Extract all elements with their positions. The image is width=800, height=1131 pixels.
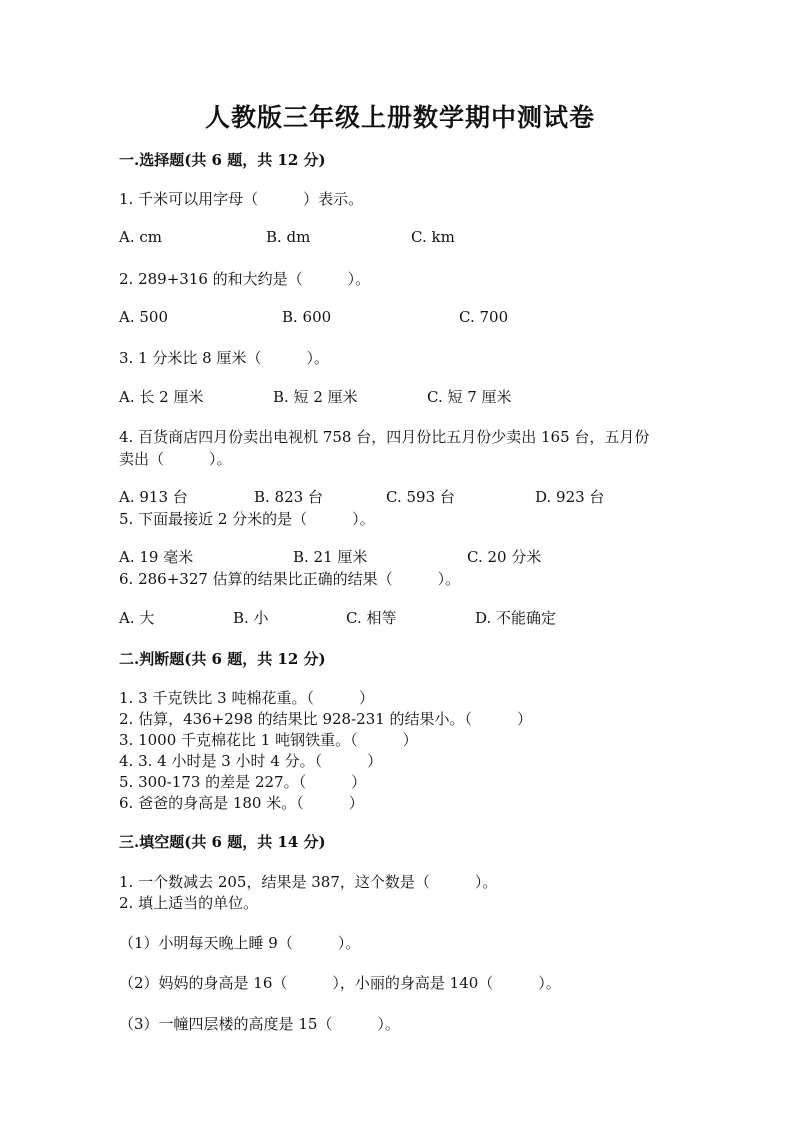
- section-heading-choice: 一.选择题(共 6 题，共 12 分): [119, 151, 326, 169]
- option-c: C. 相等: [346, 609, 397, 627]
- option-b: B. dm: [266, 228, 311, 246]
- option-a: A. cm: [119, 228, 162, 246]
- judge-item: 4. 3. 4 小时是 3 小时 4 分。（ ）: [119, 752, 383, 770]
- question-text-line1: 4. 百货商店四月份卖出电视机 758 台，四月份比五月份少卖出 165 台，五月份: [119, 428, 650, 446]
- fill-subitem: （1）小明每天晚上睡 9（ ）。: [119, 934, 361, 952]
- question-text: 1. 千米可以用字母（ ）表示。: [119, 190, 364, 208]
- option-c: C. 700: [459, 308, 509, 326]
- option-d: D. 923 台: [535, 488, 605, 506]
- judge-item: 5. 300-173 的差是 227。（ ）: [119, 773, 367, 791]
- question-text-line2: 卖出（ ）。: [119, 450, 232, 468]
- option-a: A. 19 毫米: [119, 548, 194, 566]
- question-text: 3. 1 分米比 8 厘米（ ）。: [119, 349, 329, 367]
- fill-subitem: （3）一幢四层楼的高度是 15（ ）。: [119, 1015, 400, 1033]
- question-text: 6. 286+327 估算的结果比正确的结果（ ）。: [119, 570, 461, 588]
- fill-item: 2. 填上适当的单位。: [119, 894, 259, 912]
- judge-item: 1. 3 千克铁比 3 吨棉花重。（ ）: [119, 689, 374, 707]
- option-c: C. 短 7 厘米: [427, 388, 512, 406]
- question-text: 2. 289+316 的和大约是（ ）。: [119, 270, 371, 288]
- judge-item: 2. 估算，436+298 的结果比 928-231 的结果小。（ ）: [119, 710, 533, 728]
- judge-item: 3. 1000 千克棉花比 1 吨钢铁重。（ ）: [119, 731, 418, 749]
- option-a: A. 500: [119, 308, 168, 326]
- option-c: C. 593 台: [386, 488, 455, 506]
- option-a: A. 大: [119, 609, 155, 627]
- fill-subitem: （2）妈妈的身高是 16（ ），小丽的身高是 140（ ）。: [119, 974, 561, 992]
- option-c: C. km: [411, 228, 455, 246]
- judge-item: 6. 爸爸的身高是 180 米。（ ）: [119, 794, 364, 812]
- option-c: C. 20 分米: [467, 548, 542, 566]
- option-b: B. 21 厘米: [293, 548, 368, 566]
- question-text: 5. 下面最接近 2 分米的是（ ）。: [119, 510, 375, 528]
- option-b: B. 823 台: [254, 488, 323, 506]
- page-title: 人教版三年级上册数学期中测试卷: [204, 103, 595, 132]
- option-b: B. 600: [282, 308, 332, 326]
- option-b: B. 小: [233, 609, 269, 627]
- option-d: D. 不能确定: [475, 609, 557, 627]
- option-b: B. 短 2 厘米: [273, 388, 358, 406]
- option-a: A. 913 台: [119, 488, 188, 506]
- section-heading-judge: 二.判断题(共 6 题，共 12 分): [119, 650, 326, 668]
- fill-item: 1. 一个数减去 205，结果是 387，这个数是（ ）。: [119, 873, 498, 891]
- option-a: A. 长 2 厘米: [119, 388, 204, 406]
- section-heading-fill: 三.填空题(共 6 题，共 14 分): [119, 833, 326, 851]
